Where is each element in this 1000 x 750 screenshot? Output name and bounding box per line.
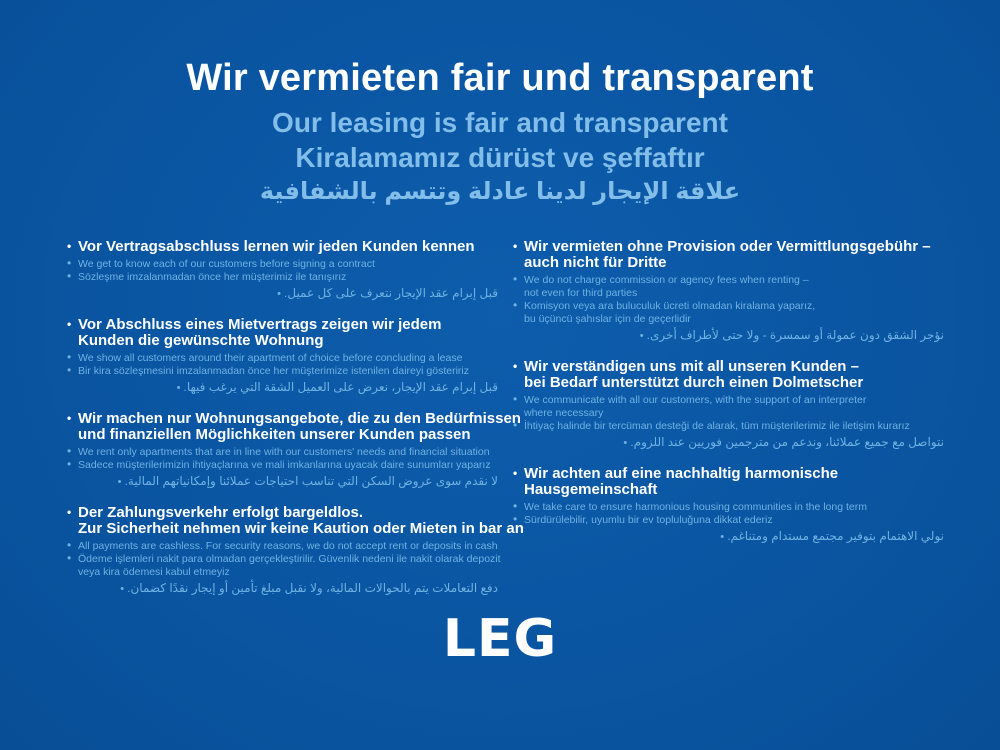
statement-arabic: [512, 434, 944, 451]
statement-turkish: • Komisyon veya ara buluculuk ücreti olmadan kiralama yaparız, bu üçüncü şahıslar için de geçerlidir: [512, 300, 944, 326]
statement-english: • We show all customers around their apartment of choice before concluding a lease: [66, 352, 498, 365]
statement-turkish: • Sürdürülebilir, uyumlu bir ev topluluğuna dikkat ederiz: [512, 514, 944, 527]
statement-german: • Wir machen nur Wohnungsangebote, die zu den Bedürfnissen und finanziellen Möglichkeiten unserer Kunden passen: [66, 411, 498, 443]
statement-english: • We rent only apartments that are in line with our customers' needs and financial situation: [66, 446, 498, 459]
statement-arabic-text: قبل إبرام عقد الإيجار، نعرض على العميل الشقة التي يرغب فيها.: [183, 380, 498, 394]
statement-block: [512, 466, 944, 545]
header: [0, 56, 1000, 207]
statement-german: • Vor Abschluss eines Mietvertrags zeigen wir jedem Kunden die gewünschte Wohnung: [66, 317, 498, 349]
footer: [0, 610, 1000, 668]
statement-arabic-text: لا نقدم سوى عروض السكن التي تناسب احتياجات عملائنا وإمكانياتهم المالية.: [124, 474, 498, 488]
statement-german: • Wir verständigen uns mit all unseren Kunden – bei Bedarf unterstützt durch einen Dolmetscher: [512, 359, 944, 391]
statement-turkish: • Sadece müşterilerimizin ihtiyaçlarına ve mali imkanlarına uyacak daire sunumları yaparız: [66, 459, 498, 472]
statement-english: • We get to know each of our customers before signing a contract: [66, 258, 498, 271]
statement-english: • We take care to ensure harmonious housing communities in the long term: [512, 501, 944, 514]
statement-block: [512, 239, 944, 344]
subtitle-arabic: علاقة الإيجار لدينا عادلة وتتسم بالشفافية: [259, 178, 741, 205]
statement-arabic-text: نؤجر الشقق دون عمولة أو سمسرة - ولا حتى لأطراف أخرى.: [646, 328, 944, 342]
statement-arabic: [66, 285, 498, 302]
statement-arabic-text: نولي الاهتمام بتوفير مجتمع مستدام ومتناغم.: [727, 529, 944, 543]
subtitle-english: Our leasing is fair and transparent: [272, 107, 728, 138]
statement-arabic-text: قبل إبرام عقد الإيجار نتعرف على كل عميل.: [284, 286, 498, 300]
statement-arabic-text: نتواصل مع جميع عملائنا، وندعم من مترجمين فوريين عند اللزوم.: [630, 435, 944, 449]
content-columns: [66, 239, 952, 612]
column-right: [512, 239, 944, 612]
statement-arabic: [512, 327, 944, 344]
statement-english: • We communicate with all our customers, with the support of an interpreter where necessary: [512, 394, 944, 420]
statement-turkish: • İhtiyaç halinde bir tercüman desteği de alarak, tüm müşterilerimiz ile iletişim kurarız: [512, 420, 944, 433]
statement-block: [512, 359, 944, 451]
statement-arabic: [512, 528, 944, 545]
statement-english: • All payments are cashless. For security reasons, we do not accept rent or deposits in cash: [66, 540, 498, 553]
statement-block: [66, 239, 498, 302]
statement-turkish: • Sözleşme imzalanmadan önce her müşterimiz ile tanışırız: [66, 271, 498, 284]
statement-german: • Der Zahlungsverkehr erfolgt bargeldlos. Zur Sicherheit nehmen wir keine Kaution oder Mieten in bar an: [66, 505, 498, 537]
statement-german: • Wir achten auf eine nachhaltig harmonische Hausgemeinschaft: [512, 466, 944, 498]
statement-arabic-text: دفع التعاملات يتم بالحوالات المالية، ولا نقبل مبلغ تأمين أو إيجار نقدًا كضمان.: [127, 581, 498, 595]
statement-arabic: [66, 580, 498, 597]
statement-block: [66, 504, 524, 597]
subtitle-turkish: Kiralamamız dürüst ve şeffaftır: [295, 142, 705, 173]
statement-english: • We do not charge commission or agency fees when renting – not even for third parties: [512, 274, 944, 300]
statement-turkish: • Bir kira sözleşmesini imzalanmadan önce her müşterimize istenilen daireyi gösteririz: [66, 365, 498, 378]
column-left: [66, 238, 524, 612]
title-german: Wir vermieten fair und transparent: [186, 57, 814, 99]
statement-german: • Vor Vertragsabschluss lernen wir jeden Kunden kennen: [66, 239, 498, 255]
statement-block: [66, 410, 521, 490]
statement-block: [66, 317, 498, 396]
statement-german: • Wir vermieten ohne Provision oder Vermittlungsgebühr – auch nicht für Dritte: [512, 239, 944, 271]
statement-arabic: [66, 473, 498, 490]
statement-turkish: • Ödeme işlemleri nakit para olmadan gerçekleştirilir. Güvenlik nedeni ile nakit olarak depozit veya kira ödemesi kabul etmeyiz: [66, 553, 498, 579]
leg-logo: LEG: [442, 609, 558, 669]
statement-arabic: [66, 379, 498, 396]
